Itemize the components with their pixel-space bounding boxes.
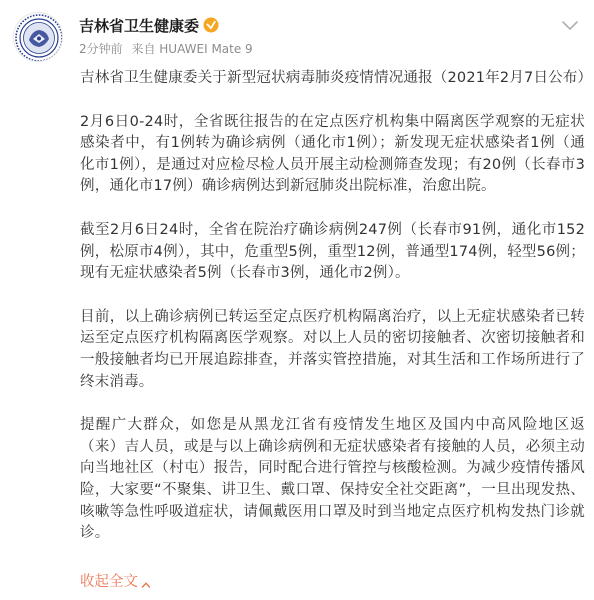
government-seal-icon	[14, 13, 63, 62]
avatar[interactable]	[13, 12, 63, 62]
paragraph-1: 2月6日0-24时，全省既往报告的在定点医疗机构集中隔离医学观察的无症状感染者中，有1例转为确诊病例（通化市1例）；新发现无症状感染者1例（通化市1例），是通过对应检尽检人员开展主动检测筛查发现；有20例（长春市3例，通化市17例）确诊病例达到新冠肺炎出院标准，治愈出院。	[80, 113, 585, 195]
post-source[interactable]: 来自 HUAWEI Mate 9	[131, 42, 253, 56]
paragraph-3: 目前，以上确诊病例已转运至定点医疗机构隔离治疗，以上无症状感染者已转运至定点医疗机构隔离医学观察。对以上人员的密切接触者、次密切接触者和一般接触者均已开展追踪排查，并落实管控措施，对其生活和工作场所进行了终末消毒。	[80, 308, 585, 390]
paragraph-2: 截至2月6日24时，全省在院治疗确诊病例247例（长春市91例，通化市152例，松原市4例），其中，危重型5例，重型12例，普通型174例，轻型56例；现有无症状感染者5例（长春市3例，通化市2例）。	[80, 221, 585, 282]
verified-badge-icon	[203, 17, 219, 33]
post-title: 吉林省卫生健康委关于新型冠状病毒肺炎疫情情况通报（2021年2月7日公布）	[80, 70, 593, 86]
chevron-down-icon	[560, 19, 580, 33]
post-content	[80, 68, 593, 545]
post-meta	[79, 41, 253, 57]
post-time: 2分钟前	[79, 42, 123, 56]
author-name[interactable]: 吉林省卫生健康委	[79, 16, 200, 35]
author-row	[79, 14, 219, 36]
paragraph-4: 提醒广大群众，如您是从黑龙江省有疫情发生地区及国内中高风险地区返（来）吉人员，或是与以上确诊病例和无症状感染者有接触的人员，必须主动向当地社区（村屯）报告，同时配合进行管控与核酸检测。为减少疫情传播风险，大家要“不聚集、讲卫生、戴口罩、保持安全社交距离”，一旦出现发热、咳嗽等急性呼吸道症状，请佩戴医用口罩及时到当地定点医疗机构发热门诊就诊。	[80, 417, 585, 542]
collapse-full-text-link[interactable]	[80, 573, 151, 591]
chevron-up-icon	[141, 577, 151, 587]
collapse-label: 收起全文	[80, 574, 138, 590]
more-options-button[interactable]	[560, 18, 580, 32]
